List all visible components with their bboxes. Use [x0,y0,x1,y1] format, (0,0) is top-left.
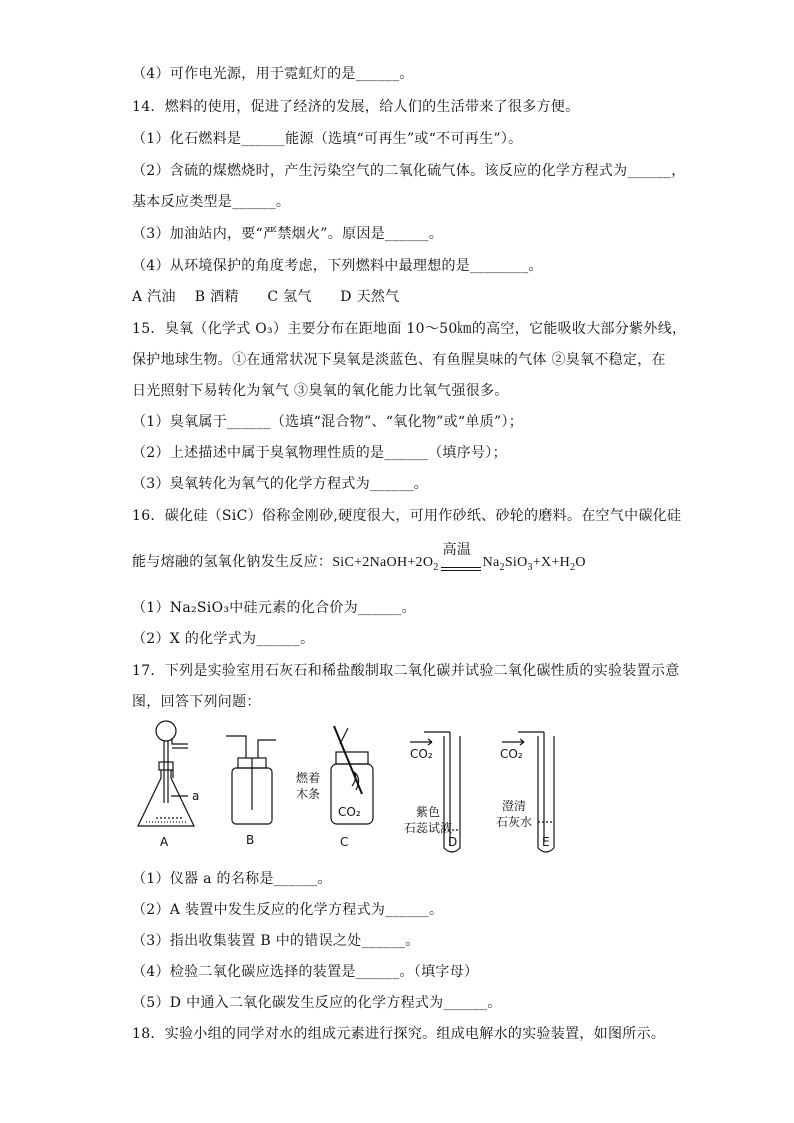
q15-stem-cont1: 保护地球生物。①在通常状况下臭氧是淡蓝色、有鱼腥臭味的气体 ②臭氧不稳定，在 [132,352,666,368]
eq-product1b: SiO [504,555,528,570]
reaction-condition [439,541,483,578]
label-A: A [160,835,169,849]
e-liquid-label-2: 石灰水 [496,815,533,829]
q14-item2: （2）含硫的煤燃烧时，产生污染空气的二氧化硫气体。该反应的化学方程式为______， [132,163,686,179]
apparatus-b-bottle [226,736,276,824]
condition-text: 高温 [442,541,472,558]
q17-item2: （2）A 装置中发生反应的化学方程式为______。 [132,902,444,918]
reaction-equation [332,541,586,573]
q14-item4: （4）从环境保护的角度考虑，下列燃料中最理想的是________。 [132,258,543,274]
label-D: D [448,835,458,849]
q17-item3: （3）指出收集装置 B 中的错误之处______。 [132,933,420,949]
d-liquid-label-1: 紫色 [416,805,441,819]
label-E: E [542,835,550,849]
apparatus-figure [126,718,666,856]
eq-reactants: SiC+2NaOH+2O [332,555,434,570]
eq-sub: 2 [570,561,576,573]
q14-item3: （3）加油站内，要“严禁烟火”。原因是______。 [132,226,444,242]
q17-stem: 17．下列是实验室用石灰石和稀盐酸制取二氧化碳并试验二氧化碳性质的实验装置示意 [132,663,680,679]
apparatus-a-flask [138,721,194,826]
d-liquid-label-2: 石蕊试液 [404,821,453,835]
q16-equation-intro: 能与熔融的氢氧化钠发生反应： [132,554,333,570]
eq-sub: 2 [499,561,505,573]
q17-stem-cont: 图，回答下列问题： [132,694,261,710]
eq-product1: Na [482,555,500,570]
q14-options: A 汽油 B 酒精 C 氢气 D 天然气 [132,289,400,305]
q15-item1: （1）臭氧属于______（选填“混合物”、“氧化物”或“单质”）； [132,414,524,430]
q15-stem-cont2: 日光照射下易转化为氧气 ③臭氧的氧化能力比氧气强很多。 [132,383,509,399]
q16-stem: 16．碳化硅（SiC）俗称金刚砂,硬度很大，可用作砂纸、砂轮的磨料。在空气中碳化硅 [132,508,682,524]
q16-item1: （1）Na₂SiO₃中硅元素的化合价为______。 [132,600,417,616]
q15-item2: （2）上述描述中属于臭氧物理性质的是______（填序号）； [132,445,507,461]
q13-item4: （4）可作电光源，用于霓虹灯的是______。 [132,66,414,82]
q15-item3: （3）臭氧转化为氧气的化学方程式为______。 [132,476,429,492]
e-co2-label: CO₂ [500,747,523,761]
label-a: a [192,789,200,803]
d-co2-label: CO₂ [410,747,433,761]
q14-item1: （1）化石燃料是______能源（选填“可再生”或“不可再生”）。 [132,131,523,147]
eq-product2: +X+H [532,555,571,570]
label-C: C [340,835,349,849]
apparatus-e-tube [518,732,554,852]
e-liquid-label-1: 澄清 [502,799,527,813]
q17-item5: （5）D 中通入二氧化碳发生反应的化学方程式为______。 [132,995,502,1011]
eq-product2b: O [575,555,586,570]
q17-item1: （1）仪器 a 的名称是______。 [132,871,332,887]
q16-equation-line [132,541,586,578]
q14-stem: 14．燃料的使用，促进了经济的发展，给人们的生活带来了很多方便。 [132,99,580,115]
c-burning-label-1: 燃着 [296,771,321,785]
c-co2-label: CO₂ [338,805,361,819]
eq-sub: 2 [433,561,439,573]
c-burning-label-2: 木条 [296,787,321,801]
q17-item4: （4）检验二氧化碳应选择的装置是______。（填字母） [132,964,479,980]
q18-stem: 18．实验小组的同学对水的组成元素进行探究。组成电解水的实验装置，如图所示。 [132,1026,666,1042]
q16-item2: （2）X 的化学式为______。 [132,631,315,647]
eq-sub: 3 [527,561,533,573]
label-B: B [246,833,255,847]
q14-item2-cont: 基本反应类型是______。 [132,194,291,210]
q15-stem: 15．臭氧（化学式 O₃）主要分布在距地面 10～50㎞的高空，它能吸收大部分紫外线， [132,321,687,337]
